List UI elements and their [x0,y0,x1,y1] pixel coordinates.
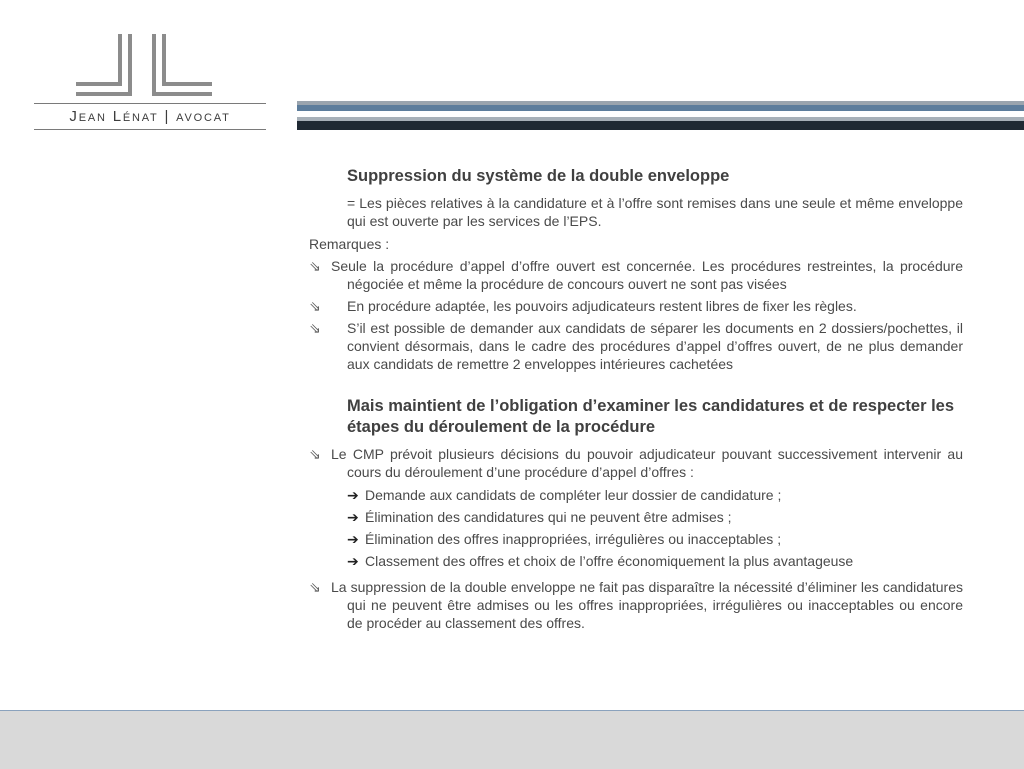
arrow-right-icon: ➔ [347,509,359,525]
step-item: ➔ Élimination des offres inappropriées, irrégulières ou inacceptables ; [347,531,782,547]
header-bands [297,101,1024,131]
list-item: ⇘ La suppression de la double enveloppe ne fait pas disparaître la nécessité d’éliminer les candidatures qui ne peuvent être admises ou les offres inappropriées, irrégulières ou inacceptables ou encore de procéder au classement des offres. [309,579,963,631]
section1-text: = Les pièces relatives à la candidature et à l’offre sont remises dans une seule et même enveloppe qui est ouverte par les services de l’EPS. [347,195,963,229]
hollow-arrow-icon: ⇘ [309,579,321,595]
list-item: ⇘ Le CMP prévoit plusieurs décisions du pouvoir adjudicateur pouvant successivement intervenir au cours du déroulement d’une procédure d’appel d’offres : [309,446,963,480]
logo-rule-bottom [34,129,266,130]
remarks-label: Remarques : [309,236,390,252]
hollow-arrow-icon: ⇘ [309,320,321,336]
list-item: ⇘ Seule la procédure d’appel d’offre ouvert est concernée. Les procédures restreintes, la procédure négociée et même la procédure de concours ouvert ne sont pas visées [309,258,963,292]
arrow-right-icon: ➔ [347,531,359,547]
step-item: ➔ Classement des offres et choix de l’offre économiquement la plus avantageuse [347,553,854,569]
list-item: ⇘ S’il est possible de demander aux candidats de séparer les documents en 2 dossiers/pochettes, il convient désormais, dans le cadre des procédures d’appel d’offres ouvert, de ne plus demander aux candidats de remettre 2 enveloppes intérieures cachetées [309,320,963,372]
hollow-arrow-icon: ⇘ [309,258,321,274]
list-item: ⇘ En procédure adaptée, les pouvoirs adjudicateurs restent libres de fixer les règles. [309,298,857,314]
brand-name: Jean Lénat | avocat [69,108,231,125]
hollow-arrow-icon: ⇘ [309,298,321,314]
band-dark [297,121,1024,130]
arrow-right-icon: ➔ [347,487,359,503]
step-item: ➔ Demande aux candidats de compléter leur dossier de candidature ; [347,487,782,503]
section1-heading: Suppression du système de la double enveloppe [347,167,730,185]
hollow-arrow-icon: ⇘ [309,446,321,462]
arrow-right-icon: ➔ [347,553,359,569]
footer-bar [0,710,1024,769]
logo-rule-top [34,103,266,104]
step-item: ➔ Élimination des candidatures qui ne peuvent être admises ; [347,509,732,525]
slide-content [309,166,963,632]
section2-heading: Mais maintient de l’obligation d’examiner les candidatures et de respecter les étapes du déroulement de la procédure [347,397,955,436]
